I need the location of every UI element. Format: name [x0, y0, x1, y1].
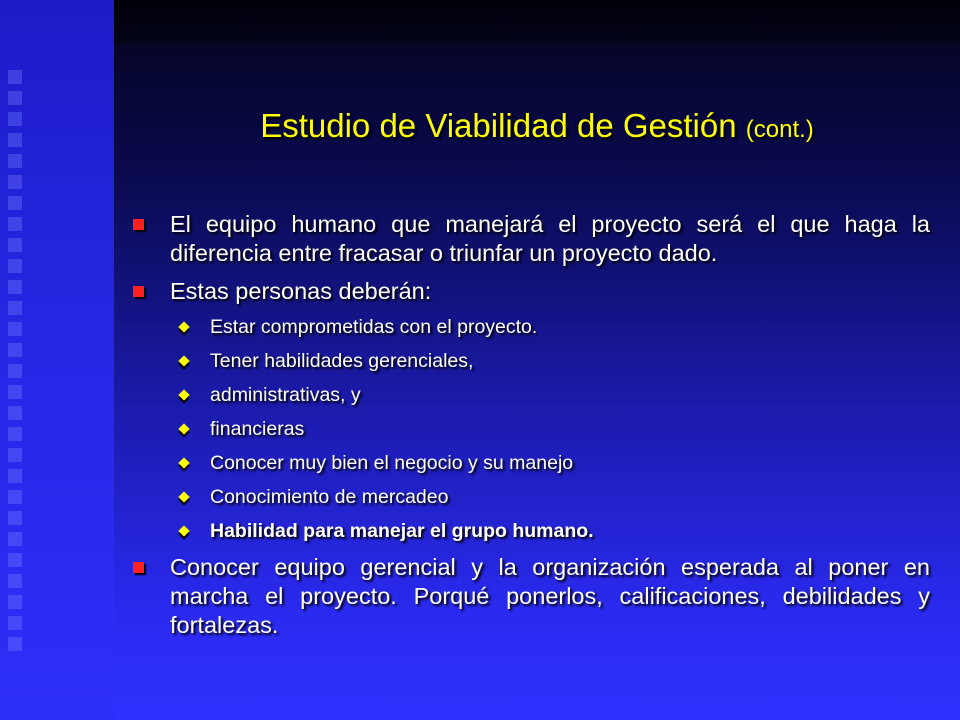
sub-bullet-text: Conocer muy bien el negocio y su manejo — [210, 452, 574, 474]
sub-bullet-item — [130, 383, 930, 407]
sub-bullet-item — [130, 349, 930, 373]
decorative-square — [8, 595, 22, 609]
sub-bullet-item — [130, 485, 930, 509]
decorative-square — [8, 301, 22, 315]
decorative-square — [8, 574, 22, 588]
decorative-square — [8, 637, 22, 651]
sub-bullet-item — [130, 417, 930, 441]
decorative-square — [8, 553, 22, 567]
sub-bullet-item — [130, 451, 930, 475]
yellow-diamond-bullet-icon — [178, 457, 189, 468]
decorative-square — [8, 448, 22, 462]
decorative-square — [8, 112, 22, 126]
sub-bullet-text: Estar comprometidas con el proyecto. — [210, 316, 538, 338]
left-decorative-strip — [0, 0, 114, 720]
decorative-square — [8, 238, 22, 252]
bullet-item — [130, 277, 930, 306]
sub-bullet-text: Tener habilidades gerenciales, — [210, 350, 474, 372]
decorative-square — [8, 280, 22, 294]
sub-bullet-item — [130, 519, 930, 543]
decorative-square — [8, 406, 22, 420]
yellow-diamond-bullet-icon — [178, 423, 189, 434]
red-square-bullet-icon — [133, 562, 144, 573]
decorative-square — [8, 133, 22, 147]
sub-bullet-text: financieras — [210, 418, 305, 440]
yellow-diamond-bullet-icon — [178, 491, 189, 502]
decorative-square — [8, 259, 22, 273]
decorative-square — [8, 217, 22, 231]
decorative-square — [8, 511, 22, 525]
bullet-text: Estas personas deberán: — [170, 278, 432, 304]
decorative-square — [8, 70, 22, 84]
bullet-text: Conocer equipo gerencial y la organización esperada al poner en marcha el proyecto. Porqué ponerlos, calificaciones, debilidades y fortalezas. — [170, 554, 930, 638]
slide-title — [114, 106, 960, 150]
decorative-squares — [8, 70, 24, 670]
bullet-item — [130, 553, 930, 640]
decorative-square — [8, 196, 22, 210]
sub-bullet-text: Habilidad para manejar el grupo humano. — [210, 520, 594, 542]
decorative-square — [8, 343, 22, 357]
decorative-square — [8, 427, 22, 441]
sub-bullet-text: Conocimiento de mercadeo — [210, 486, 449, 508]
decorative-square — [8, 385, 22, 399]
decorative-square — [8, 616, 22, 630]
decorative-square — [8, 469, 22, 483]
slide-title-suffix: (cont.) — [745, 116, 814, 143]
top-dark-band — [0, 0, 960, 44]
bullet-text: El equipo humano que manejará el proyecto será el que haga la diferencia entre fracasar o triunfar un proyecto dado. — [170, 211, 930, 266]
slide-content — [130, 210, 930, 649]
decorative-square — [8, 364, 22, 378]
yellow-diamond-bullet-icon — [178, 355, 189, 366]
decorative-square — [8, 175, 22, 189]
decorative-square — [8, 154, 22, 168]
bullet-item — [130, 210, 930, 268]
decorative-square — [8, 322, 22, 336]
decorative-square — [8, 490, 22, 504]
decorative-square — [8, 91, 22, 105]
yellow-diamond-bullet-icon — [178, 321, 189, 332]
slide-title-main: Estudio de Viabilidad de Gestión — [260, 107, 737, 144]
sub-bullet-item — [130, 315, 930, 339]
yellow-diamond-bullet-icon — [178, 525, 189, 536]
sub-bullet-text: administrativas, y — [210, 384, 361, 406]
red-square-bullet-icon — [133, 286, 144, 297]
yellow-diamond-bullet-icon — [178, 389, 189, 400]
red-square-bullet-icon — [133, 219, 144, 230]
decorative-square — [8, 532, 22, 546]
